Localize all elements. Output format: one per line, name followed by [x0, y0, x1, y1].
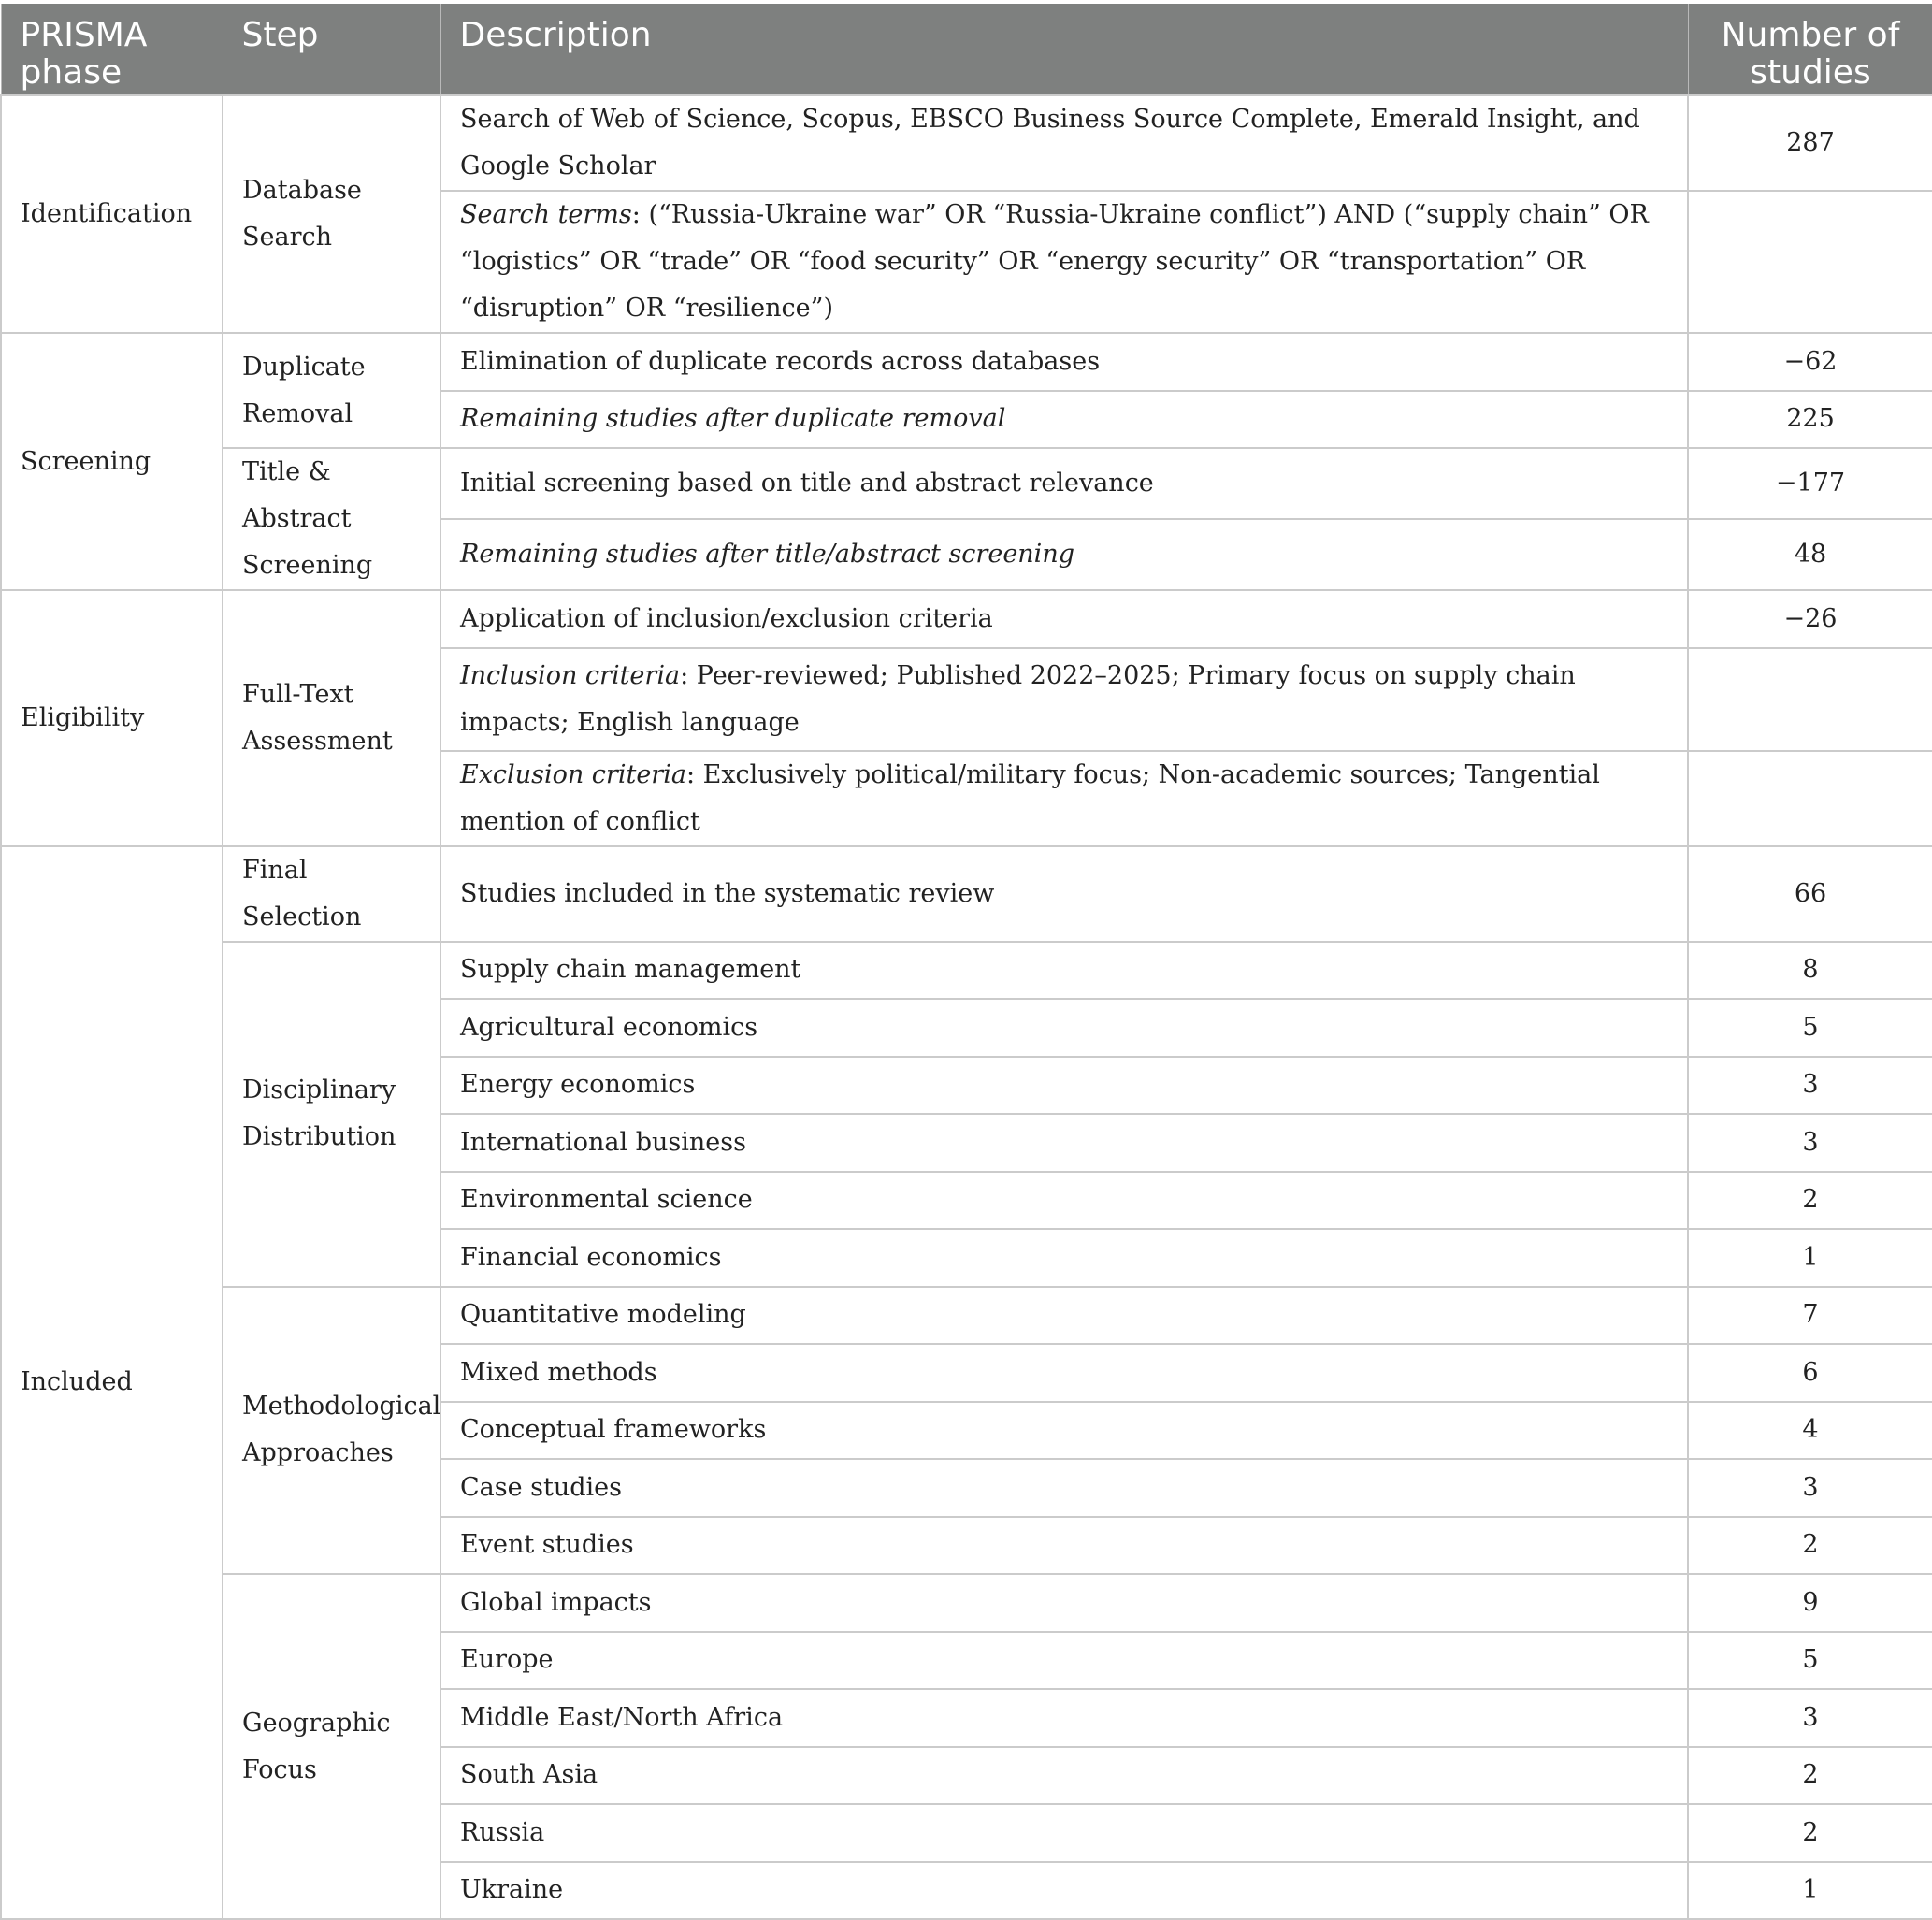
description-cell: Global impacts	[440, 1574, 1688, 1632]
description-cell: Middle East/North Africa	[440, 1689, 1688, 1747]
description-cell: Ukraine	[440, 1862, 1688, 1920]
header-description: Description	[440, 4, 1688, 95]
description-cell: Search of Web of Science, Scopus, EBSCO Business Source Complete, Emerald Insight, and Google Scholar	[440, 95, 1688, 191]
table-row	[1, 942, 1932, 1000]
header-number: Number of studies	[1688, 4, 1932, 95]
description-cell: Studies included in the systematic review	[440, 846, 1688, 942]
description-cell: International business	[440, 1114, 1688, 1172]
search-terms-text: : (“Russia-Ukraine war” OR “Russia-Ukraine conflict”) AND (“supply chain” OR “logistics” OR “trade” OR “food security” OR “energy security” OR “transportation” OR “disruption” OR “resilience”)	[460, 200, 1649, 323]
table-row	[1, 95, 1932, 191]
description-cell: Elimination of duplicate records across databases	[440, 333, 1688, 391]
header-phase: PRISMA phase	[1, 4, 223, 95]
description-cell: Environmental science	[440, 1172, 1688, 1230]
description-cell: Energy economics	[440, 1057, 1688, 1115]
step-disciplinary-distribution: Disciplinary Distribution	[223, 942, 440, 1287]
table-row	[1, 1287, 1932, 1345]
number-cell: 2	[1688, 1172, 1932, 1230]
description-cell: Financial economics	[440, 1229, 1688, 1287]
number-cell: 48	[1688, 519, 1932, 590]
step-duplicate-removal: Duplicate Removal	[223, 333, 440, 448]
exclusion-criteria-label: Exclusion criteria	[460, 759, 686, 789]
number-cell: 8	[1688, 942, 1932, 1000]
number-cell: 1	[1688, 1862, 1932, 1920]
number-cell: 225	[1688, 391, 1932, 449]
number-cell: 3	[1688, 1459, 1932, 1517]
description-cell: Mixed methods	[440, 1344, 1688, 1402]
description-cell: South Asia	[440, 1747, 1688, 1805]
number-cell: 3	[1688, 1057, 1932, 1115]
prisma-table	[0, 4, 1932, 1920]
table-row	[1, 846, 1932, 942]
inclusion-criteria-text: : Peer-reviewed; Published 2022–2025; Primary focus on supply chain impacts; English language	[460, 660, 1576, 737]
number-cell: 3	[1688, 1689, 1932, 1747]
header-row	[1, 4, 1932, 95]
number-cell	[1688, 648, 1932, 751]
number-cell: −26	[1688, 590, 1932, 648]
search-terms-label: Search terms	[460, 200, 632, 229]
number-cell: 7	[1688, 1287, 1932, 1345]
step-final-selection: Final Selection	[223, 846, 440, 942]
number-cell: 287	[1688, 95, 1932, 191]
description-cell: Conceptual frameworks	[440, 1402, 1688, 1460]
description-cell: Remaining studies after duplicate removal	[440, 391, 1688, 449]
description-cell: Russia	[440, 1804, 1688, 1862]
exclusion-criteria-text: : Exclusively political/military focus; Non-academic sources; Tangential mention of conflict	[460, 759, 1600, 836]
phase-eligibility: Eligibility	[1, 590, 223, 846]
phase-included: Included	[1, 846, 223, 1920]
number-cell: −62	[1688, 333, 1932, 391]
number-cell: 2	[1688, 1517, 1932, 1575]
description-cell	[440, 751, 1688, 846]
description-cell: Case studies	[440, 1459, 1688, 1517]
description-cell: Application of inclusion/exclusion criteria	[440, 590, 1688, 648]
number-cell: 6	[1688, 1344, 1932, 1402]
number-cell	[1688, 191, 1932, 333]
description-cell: Agricultural economics	[440, 999, 1688, 1057]
description-cell: Europe	[440, 1632, 1688, 1690]
table-row	[1, 333, 1932, 391]
number-cell: 4	[1688, 1402, 1932, 1460]
number-cell: 1	[1688, 1229, 1932, 1287]
step-title-abstract-screening: Title & Abstract Screening	[223, 448, 440, 590]
table-row	[1, 590, 1932, 648]
phase-screening: Screening	[1, 333, 223, 590]
phase-identification: Identification	[1, 95, 223, 333]
step-geographic-focus: Geographic Focus	[223, 1574, 440, 1919]
table-row	[1, 1574, 1932, 1632]
number-cell: 66	[1688, 846, 1932, 942]
step-methodological-approaches: Methodological Approaches	[223, 1287, 440, 1575]
description-cell: Initial screening based on title and abstract relevance	[440, 448, 1688, 519]
number-cell: 2	[1688, 1747, 1932, 1805]
description-cell	[440, 648, 1688, 751]
description-cell: Quantitative modeling	[440, 1287, 1688, 1345]
step-database-search: Database Search	[223, 95, 440, 333]
number-cell: 5	[1688, 1632, 1932, 1690]
number-cell: 5	[1688, 999, 1932, 1057]
number-cell: 2	[1688, 1804, 1932, 1862]
description-cell: Event studies	[440, 1517, 1688, 1575]
number-cell: 9	[1688, 1574, 1932, 1632]
number-cell: 3	[1688, 1114, 1932, 1172]
number-cell	[1688, 751, 1932, 846]
description-cell: Remaining studies after title/abstract screening	[440, 519, 1688, 590]
description-cell: Supply chain management	[440, 942, 1688, 1000]
header-step: Step	[223, 4, 440, 95]
number-cell: −177	[1688, 448, 1932, 519]
table-row	[1, 448, 1932, 519]
step-full-text-assessment: Full-Text Assessment	[223, 590, 440, 846]
description-cell	[440, 191, 1688, 333]
inclusion-criteria-label: Inclusion criteria	[460, 660, 681, 690]
